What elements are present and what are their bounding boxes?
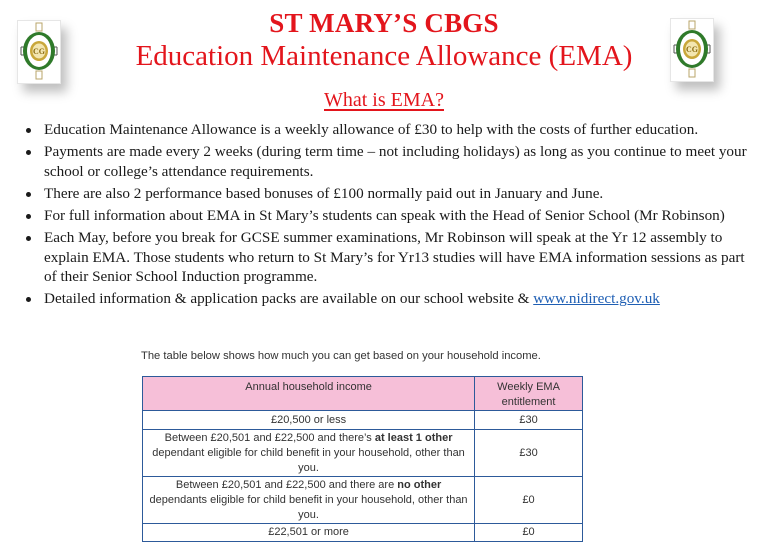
info-list: [22, 120, 752, 311]
section-heading: What is EMA?: [324, 89, 444, 111]
list-item: There are also 2 performance based bonuses of £100 normally paid out in January and June.: [22, 184, 752, 204]
income-cell: £20,500 or less: [143, 411, 475, 430]
list-item: Detailed information & application packs are available on our school website & www.nidirect.gov.uk: [22, 289, 752, 309]
nidirect-link[interactable]: www.nidirect.gov.uk: [533, 290, 660, 308]
bullet-icon: [26, 297, 31, 302]
table-row: [143, 477, 583, 524]
table-caption: The table below shows how much you can get based on your household income.: [141, 350, 541, 362]
header-entitlement: Weekly EMA entitlement: [475, 377, 583, 411]
entitlement-cell: £0: [475, 477, 583, 524]
list-item: Payments are made every 2 weeks (during term time – not including holidays) as long as you continue to meet your school or college’s attendance requirements.: [22, 142, 752, 181]
income-cell: £22,501 or more: [143, 524, 475, 542]
income-cell: Between £20,501 and £22,500 and there are no other dependants eligible for child benefit in your household, other than you.: [143, 477, 475, 524]
table-row: [143, 524, 583, 542]
page-title: Education Maintenance Allowance (EMA): [135, 40, 633, 72]
list-item: Each May, before you break for GCSE summer examinations, Mr Robinson will speak at the Yr 12 assembly to explain EMA. Those students who return to St Mary’s for Yr13 studies will have EMA information sessions as part of their Senior School Induction programme.: [22, 228, 752, 287]
income-cell: Between £20,501 and £22,500 and there’s at least 1 other dependant eligible for child benefit in your household, other than you.: [143, 430, 475, 477]
table-row: [143, 411, 583, 430]
school-name: ST MARY’S CBGS: [269, 8, 499, 38]
svg-text:CG: CG: [33, 47, 45, 56]
table-row: [143, 430, 583, 477]
table-header-row: [143, 377, 583, 411]
entitlement-cell: £30: [475, 430, 583, 477]
bullet-icon: [26, 128, 31, 133]
bullet-icon: [26, 214, 31, 219]
list-item: Education Maintenance Allowance is a weekly allowance of £30 to help with the costs of further education.: [22, 120, 752, 140]
bullet-icon: [26, 236, 31, 241]
ema-income-table: [142, 376, 583, 542]
header-income: Annual household income: [143, 377, 475, 411]
bullet-icon: [26, 150, 31, 155]
list-item: For full information about EMA in St Mary’s students can speak with the Head of Senior School (Mr Robinson): [22, 206, 752, 226]
bullet-icon: [26, 192, 31, 197]
entitlement-cell: £0: [475, 524, 583, 542]
entitlement-cell: £30: [475, 411, 583, 430]
svg-text:CG: CG: [686, 45, 698, 54]
